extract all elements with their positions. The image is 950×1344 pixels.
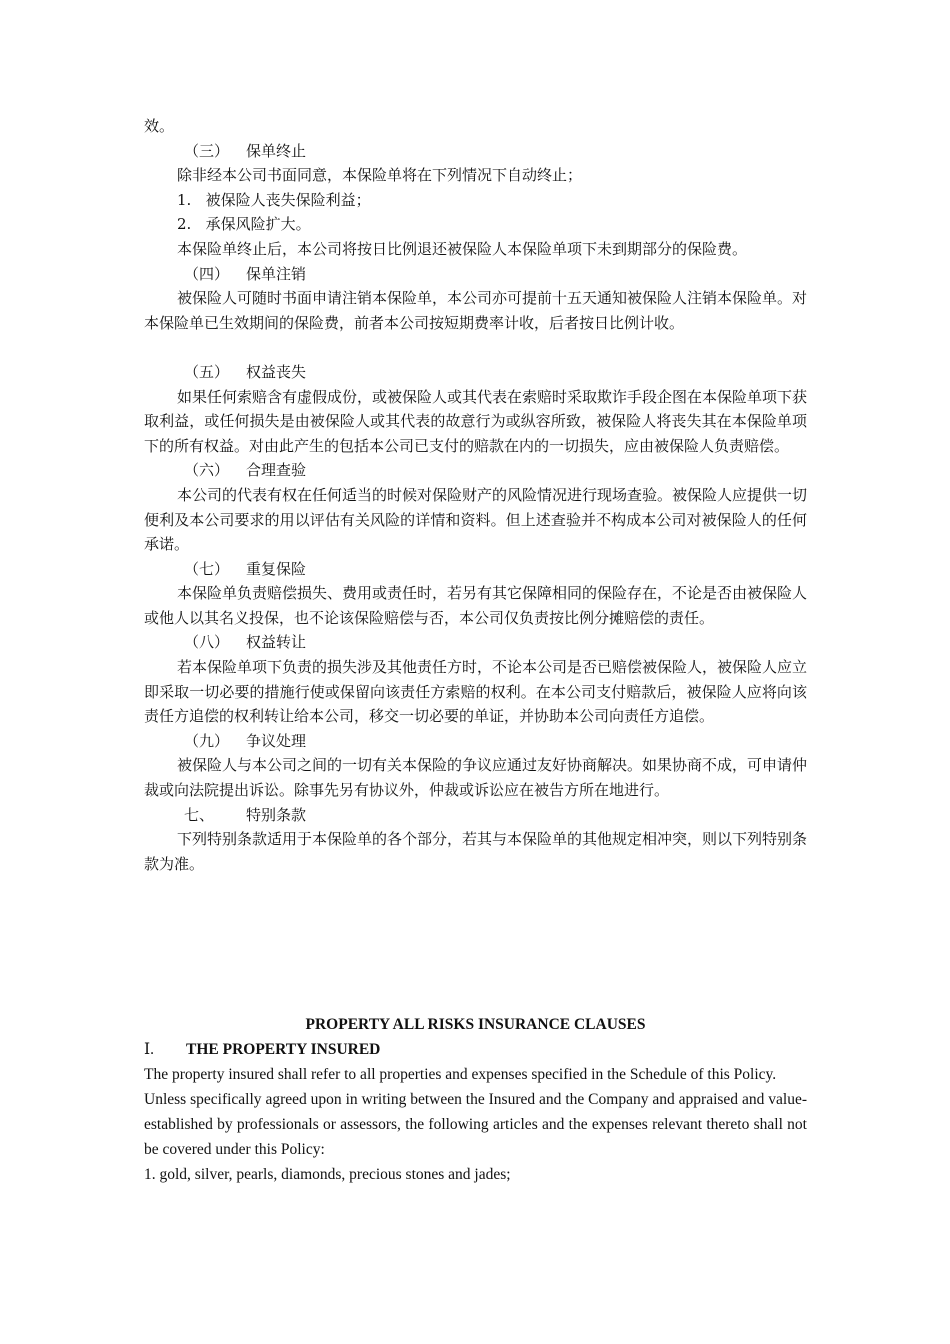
- section-number: （六）: [184, 461, 230, 480]
- section-title: 重复保险: [246, 559, 307, 578]
- section-heading-inspection: [144, 458, 807, 483]
- english-section-heading: [144, 1037, 807, 1062]
- english-clauses: [144, 1012, 807, 1187]
- section-title: 权益丧失: [246, 362, 307, 381]
- roman-numeral: Ⅰ.: [144, 1041, 154, 1058]
- paragraph: 被保险人与本公司之间的一切有关本保险的争议应通过友好协商解决。如果协商不成，可申请仲裁或向法院提出诉讼。除事先另有协议外，仲裁或诉讼应在被告方所在地进行。: [144, 756, 808, 800]
- section-title: 争议处理: [246, 731, 307, 750]
- section-number: （九）: [184, 731, 230, 750]
- english-paragraph: The property insured shall refer to all properties and expenses specified in the Schedule of this Policy.: [144, 1066, 777, 1083]
- section-number: （四）: [184, 264, 230, 283]
- section-title: 权益转让: [246, 633, 307, 652]
- section-number: （三）: [184, 141, 230, 160]
- paragraph: 除非经本公司书面同意，本保险单将在下列情况下自动终止；: [177, 166, 583, 185]
- section-number: （七）: [184, 559, 230, 578]
- english-section-title: THE PROPERTY INSURED: [186, 1041, 381, 1058]
- section-heading-forfeiture: [144, 360, 807, 385]
- paragraph: 下列特别条款适用于本保险单的各个部分，若其与本保险单的其他规定相冲突，则以下列特别条款为准。: [144, 830, 808, 873]
- section-heading-subrogation: [144, 630, 807, 655]
- section-title: 保单注销: [246, 264, 307, 283]
- paragraph: 若本保险单项下负责的损失涉及其他责任方时，不论本公司是否已赔偿被保险人，被保险人应立即采取一切必要的措施行使或保留向该责任方索赔的权利。在本公司支付赔款后，被保险人应将向该责任方追偿的权利转让给本公司，移交一切必要的单证，并协助本公司向责任方追偿。: [144, 658, 808, 726]
- list-item: 2. 承保风险扩大。: [177, 215, 311, 234]
- section-title: 特别条款: [246, 805, 307, 824]
- section-heading-contribution: [144, 557, 807, 582]
- english-title: PROPERTY ALL RISKS INSURANCE CLAUSES: [305, 1016, 646, 1033]
- paragraph: 本保险单终止后，本公司将按日比例退还被保险人本保险单项下未到期部分的保险费。: [177, 239, 748, 258]
- paragraph-continuation: 效。: [144, 117, 175, 135]
- section-number: （八）: [184, 633, 230, 652]
- chinese-clauses: [144, 114, 807, 876]
- paragraph: 被保险人可随时书面申请注销本保险单，本公司亦可提前十五天通知被保险人注销本保险单。对本保险单已生效期间的保险费，前者本公司按短期费率计收，后者按日比例计收。: [144, 289, 808, 332]
- section-heading-cancellation: [144, 262, 807, 287]
- english-paragraph: Unless specifically agreed upon in writing between the Insured and the Company and appraised and value-established by professionals or assessors, the following articles and the expenses relevant thereto shall not be covered under this Policy:: [144, 1091, 807, 1158]
- section-title: 保单终止: [246, 141, 307, 160]
- section-title: 合理查验: [246, 461, 307, 480]
- english-list-item: 1. gold, silver, pearls, diamonds, precious stones and jades;: [144, 1166, 511, 1183]
- section-number: 七、: [184, 805, 215, 824]
- section-number: （五）: [184, 362, 230, 381]
- section-heading-disputes: [144, 729, 807, 754]
- list-item: 1. 被保险人丧失保险利益；: [177, 190, 371, 209]
- section-heading-special-clauses: [144, 803, 807, 828]
- paragraph: 本公司的代表有权在任何适当的时候对保险财产的风险情况进行现场查验。被保险人应提供一切便利及本公司要求的用以评估有关风险的详情和资料。但上述查验并不构成本公司对被保险人的任何承诺。: [144, 485, 808, 554]
- paragraph: 如果任何索赔含有虚假成份，或被保险人或其代表在索赔时采取欺诈手段企图在本保险单项下获取利益，或任何损失是由被保险人或其代表的故意行为或纵容所致，被保险人将丧失其在本保险单项下的所有权益。对由此产生的包括本公司已支付的赔款在内的一切损失，应由被保险人负责赔偿。: [144, 387, 808, 455]
- section-heading-termination: [144, 139, 807, 164]
- paragraph: 本保险单负责赔偿损失、费用或责任时，若另有其它保障相同的保险存在，不论是否由被保险人或他人以其名义投保，也不论该保险赔偿与否，本公司仅负责按比例分摊赔偿的责任。: [144, 584, 808, 627]
